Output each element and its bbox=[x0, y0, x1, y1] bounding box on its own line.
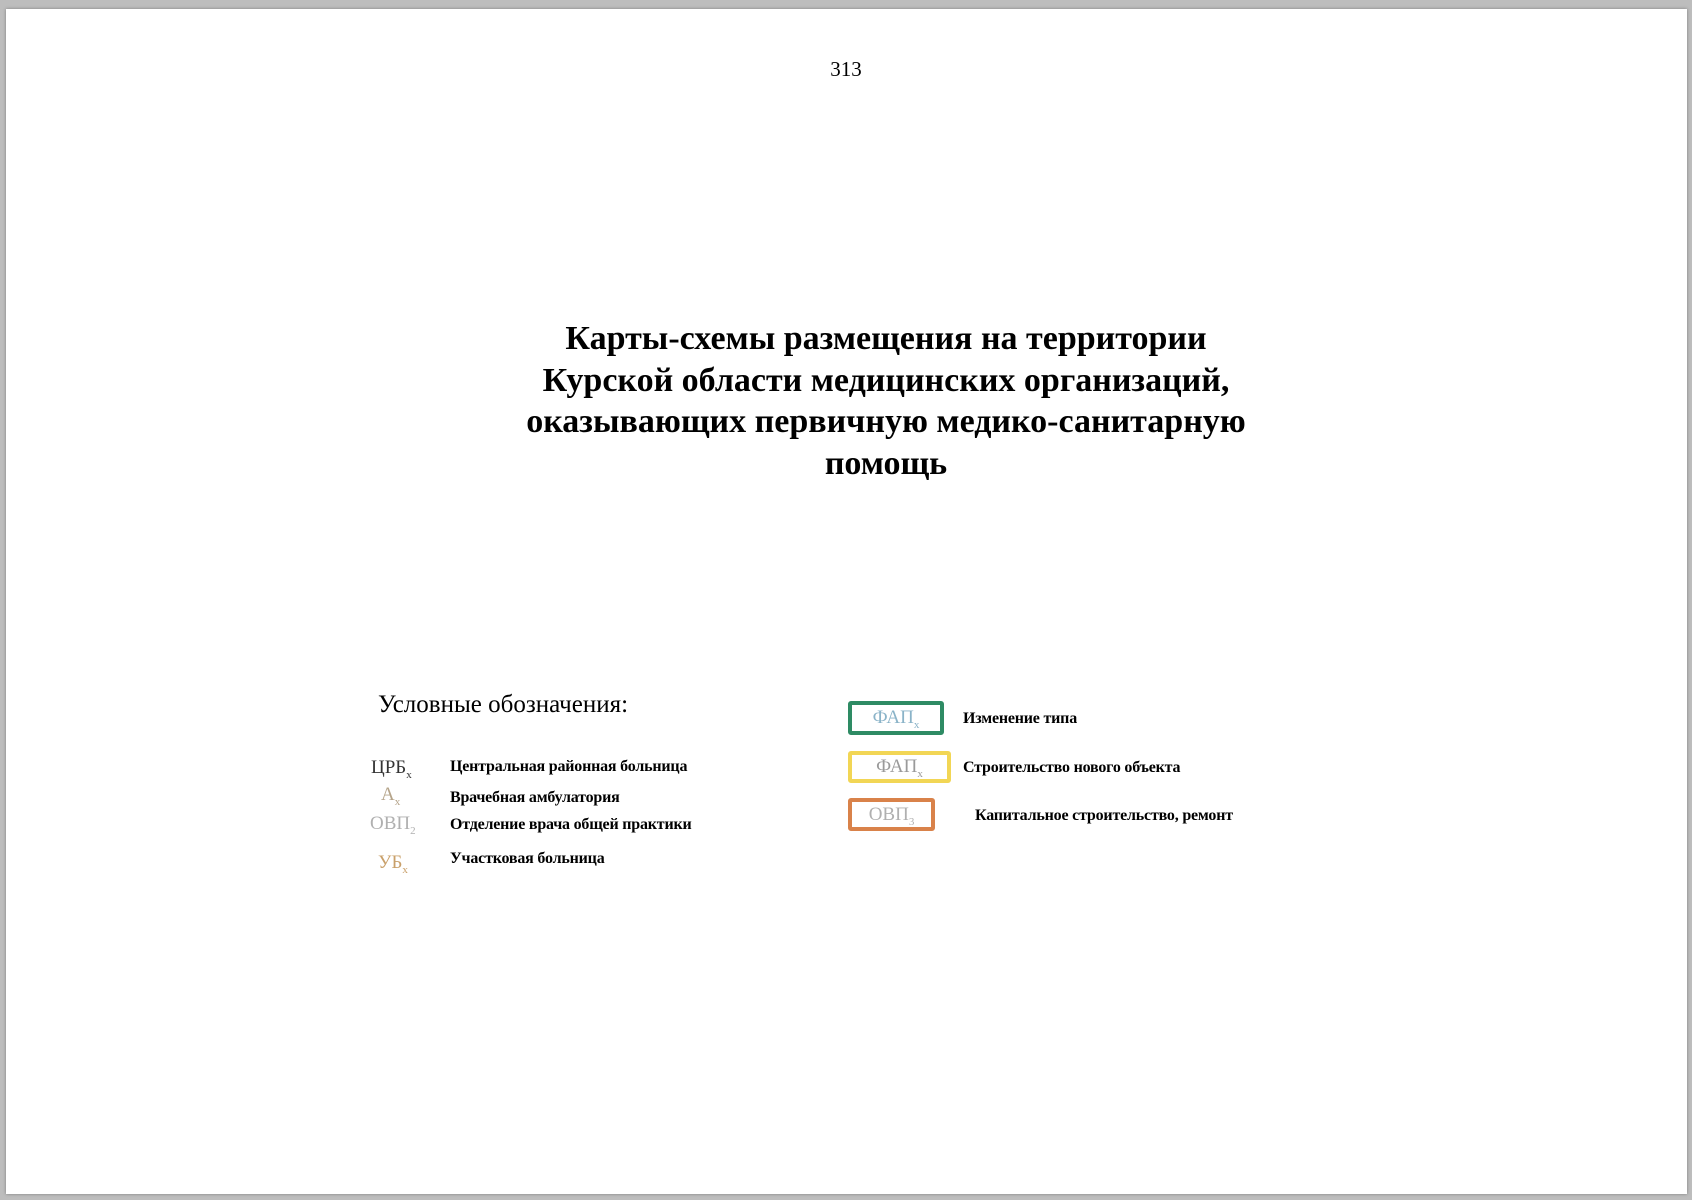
legend-desc-ovp: Отделение врача общей практики bbox=[450, 816, 692, 833]
legend-desc-crb: Центральная районная больница bbox=[450, 758, 688, 775]
marker-desc-type-change: Изменение типа bbox=[963, 710, 1078, 727]
title-line: оказывающих первичную медико-санитарную bbox=[526, 403, 1246, 440]
marker-new-construction: $ФАП_х$ bbox=[848, 751, 951, 783]
marker-desc-new-construction: Строительство нового объекта bbox=[963, 759, 1181, 776]
marker-desc-capital-repair: Капитальное строительство, ремонт bbox=[975, 807, 1233, 824]
title-line: Курской области медицинских организаций, bbox=[542, 361, 1230, 399]
legend-heading: Условные обозначения: bbox=[378, 691, 629, 718]
legend-symbol-ambulatory: $А_х$ bbox=[381, 784, 401, 808]
marker-type-change: $ФАП_х$ bbox=[848, 701, 944, 735]
document-page bbox=[6, 9, 1687, 1194]
page-number: 313 bbox=[830, 57, 862, 81]
legend-symbol-ub: $УБ_х$ bbox=[378, 852, 408, 876]
document-title bbox=[386, 318, 1386, 484]
legend-desc-ub: Участковая больница bbox=[450, 850, 605, 867]
title-line: помощь bbox=[824, 444, 948, 482]
legend-symbol-ovp: $ОВП_2$ bbox=[370, 813, 416, 837]
legend-desc-ambulatory: Врачебная амбулатория bbox=[450, 789, 620, 806]
marker-capital-repair: $ОВП_3$ bbox=[848, 798, 935, 831]
title-line: Карты-схемы размещения на территории bbox=[565, 320, 1207, 357]
legend-symbol-crb: $ЦРБ_х$ bbox=[371, 757, 412, 781]
